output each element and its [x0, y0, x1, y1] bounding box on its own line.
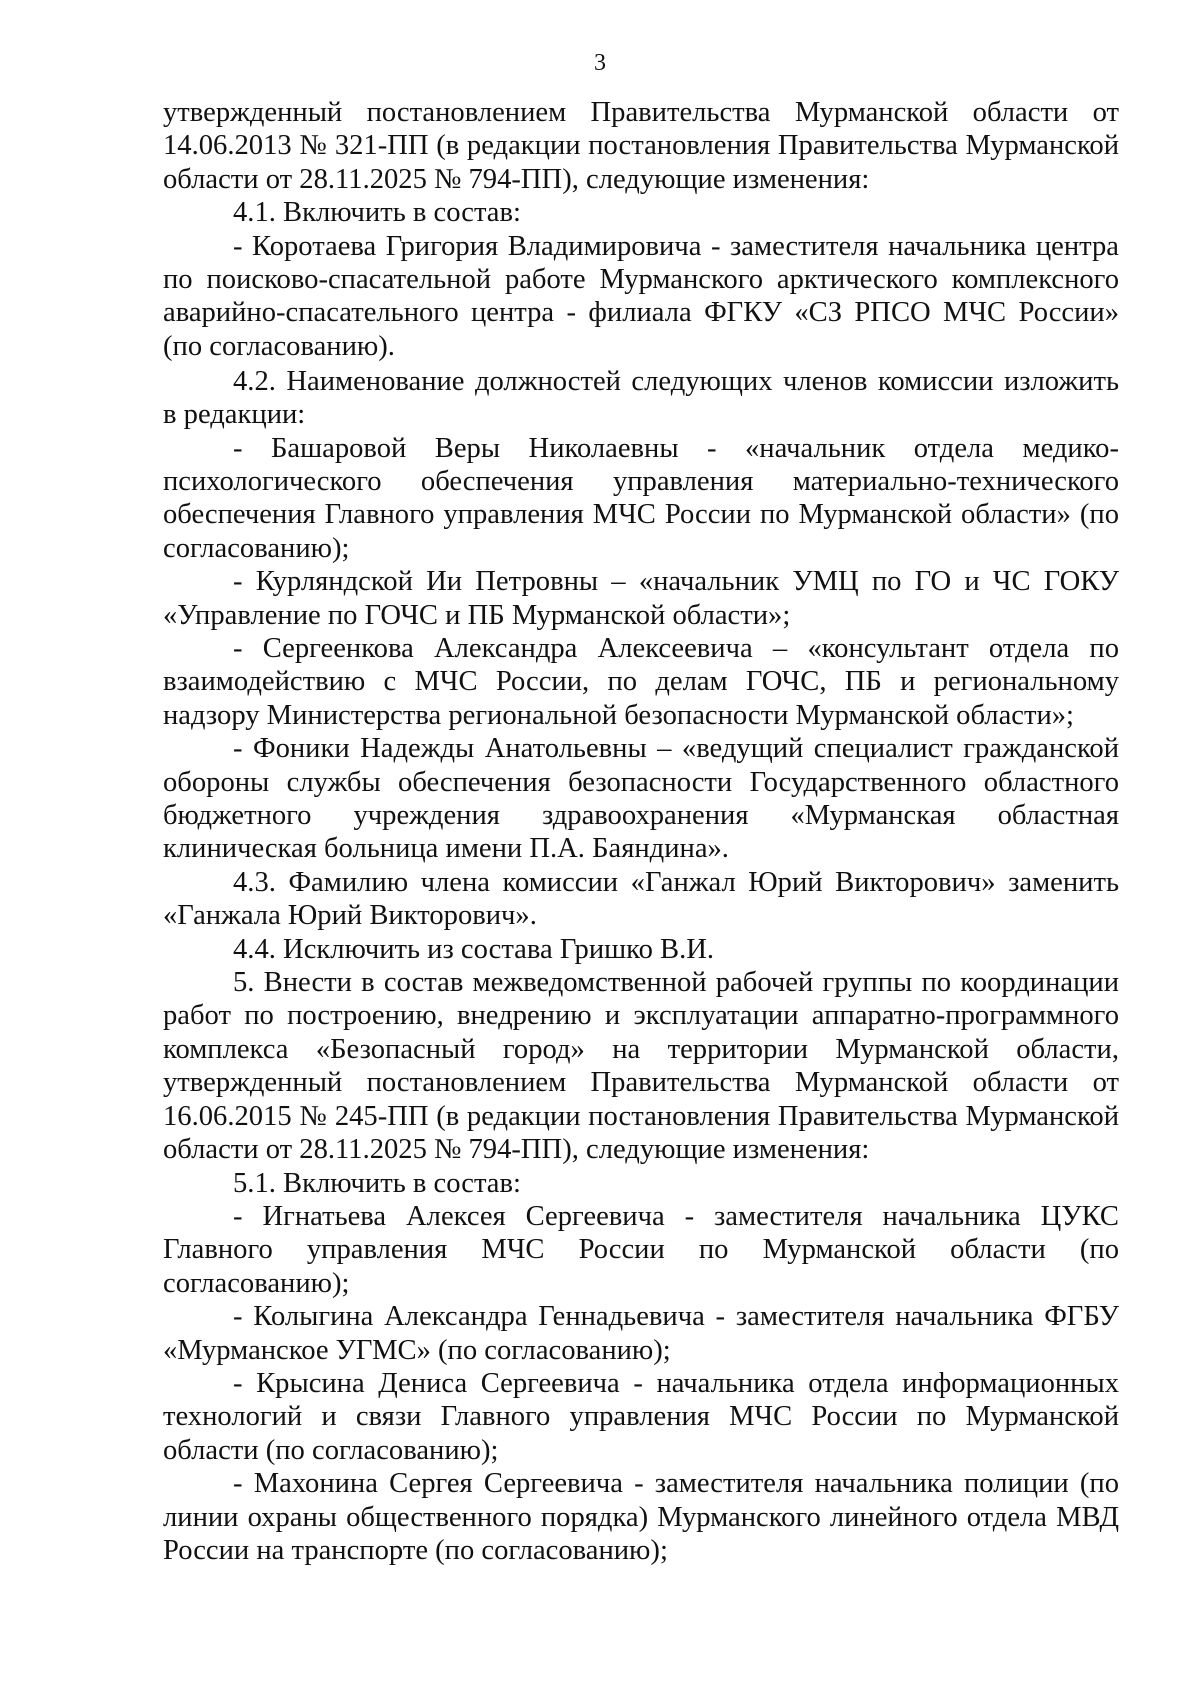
paragraph-makhonin: - Махонина Сергея Сергеевича - заместителя начальника полиции (по линии охраны общественного порядка) Мурманского линейного отдела МВД России на транспорте (по согласованию); [163, 1468, 1119, 1566]
paragraph-intro-continuation: утвержденный постановлением Правительства Мурманской области от 14.06.2013 № 321-ПП (в редакции постановления Правительства Мурманской области от 28.11.2025 № 794-ПП), следующие изменения: [163, 97, 1119, 195]
paragraph-4-1: 4.1. Включить в состав: [233, 197, 521, 229]
paragraph-krysin: - Крысина Дениса Сергеевича - начальника отдела информационных технологий и связи Главного управления МЧС России по Мурманской области (по согласованию); [163, 1367, 1119, 1466]
document-body [163, 96, 1119, 1567]
paragraph-4-4: 4.4. Исключить из состава Гришко В.И. [233, 933, 715, 965]
page-number: 3 [594, 50, 606, 76]
paragraph-4-3: 4.3. Фамилию члена комиссии «Ганжал Юрий Викторович» заменить «Ганжала Юрий Викторович». [163, 866, 1119, 932]
paragraph-ignatiev: - Игнатьева Алексея Сергеевича - заместителя начальника ЦУКС Главного управления МЧС России по Мурманской области (по согласованию); [163, 1200, 1119, 1299]
paragraph-sergeenkov: - Сергеенкова Александра Алексеевича – «консультант отдела по взаимодействию с МЧС России, по делам ГОЧС, ПБ и региональному надзору Министерства региональной безопасности Мурманской области»; [163, 633, 1119, 731]
paragraph-kurlyandskaya: - Курляндской Ии Петровны – «начальник УМЦ по ГО и ЧС ГОКУ «Управление по ГОЧС и ПБ Мурманской области»; [163, 566, 1119, 631]
paragraph-5-1: 5.1. Включить в состав: [233, 1167, 521, 1199]
paragraph-basharova: - Башаровой Веры Николаевны - «начальник отдела медико-психологического обеспечения управления материально-технического обеспечения Главного управления МЧС России по Мурманской области» (по согласованию); [163, 432, 1119, 564]
paragraph-fonika: - Фоники Надежды Анатольевны – «ведущий специалист гражданской обороны службы обеспечения безопасности Государственного областного бюджетного учреждения здравоохранения «Мурманская областная клиническая больница имени П.А. Баяндина». [163, 733, 1119, 865]
paragraph-korotaev: - Коротаева Григория Владимировича - заместителя начальника центра по поисково-спасательной работе Мурманского арктического комплексного аварийно-спасательного центра - филиала ФГКУ «СЗ РПСО МЧС России» (по согласованию). [163, 230, 1119, 362]
paragraph-4-2: 4.2. Наименование должностей следующих членов комиссии изложить в редакции: [163, 365, 1119, 431]
paragraph-5: 5. Внести в состав межведомственной рабочей группы по координации работ по построению, внедрению и эксплуатации аппаратно-программного комплекса «Безопасный город» на территории Мурманской области, утвержденный постановлением Правительства Мурманской области от 16.06.2015 № 245-ПП (в редакции постановления Правительства Мурманской области от 28.11.2025 № 794-ПП), следующие изменения: [163, 967, 1119, 1166]
paragraph-kolygin: - Колыгина Александра Геннадьевича - заместителя начальника ФГБУ «Мурманское УГМС» (по согласованию); [163, 1301, 1119, 1366]
